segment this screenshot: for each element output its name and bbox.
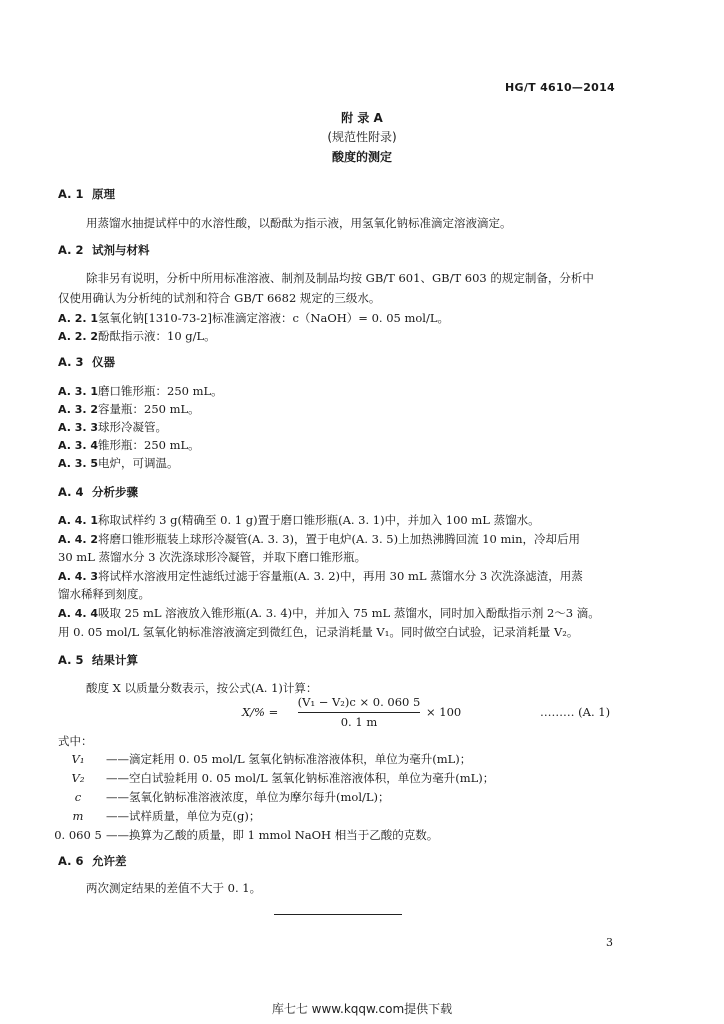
section-a6-heading bbox=[58, 853, 127, 869]
clause-a42 bbox=[58, 531, 580, 547]
clause-a21 bbox=[58, 310, 449, 326]
clause-a34 bbox=[58, 437, 200, 453]
clause-text: 酚酞指示液：10 g/L。 bbox=[98, 329, 216, 343]
formula-intro: 酸度 X 以质量分数表示，按公式(A. 1)计算： bbox=[86, 681, 318, 695]
clause-a44-line2: 用 0. 05 mol/L 氢氧化钠标准溶液滴定到微红色，记录消耗量 V₁。同时做空白试验，记录消耗量 V₂。 bbox=[58, 625, 579, 639]
variable-description: ——空白试验耗用 0. 05 mol/L 氢氧化钠标准溶液体积，单位为毫升(mL)； bbox=[106, 771, 495, 785]
section-a1-text: 用蒸馏水抽提试样中的水溶性酸，以酚酞为指示液，用氢氧化钠标准滴定溶液滴定。 bbox=[86, 216, 512, 230]
annex-title: 附 录 A bbox=[341, 111, 383, 125]
section-a4-heading bbox=[58, 484, 138, 500]
fraction-bar bbox=[298, 712, 420, 713]
clause-a43-line2: 馏水稀释到刻度。 bbox=[58, 587, 150, 601]
section-a5-heading bbox=[58, 652, 138, 668]
variable-symbol: m bbox=[72, 809, 84, 823]
clause-text: 将磨口锥形瓶装上球形冷凝管(A. 3. 3)，置于电炉(A. 3. 5)上加热沸腾回流 10 min，冷却后用 bbox=[98, 532, 580, 546]
section-a2-heading bbox=[58, 242, 150, 258]
variable-c bbox=[50, 789, 390, 805]
clause-number: A. 3. 3 bbox=[58, 421, 99, 434]
section-title: 原理 bbox=[92, 187, 115, 201]
section-number: A. 3 bbox=[58, 355, 84, 369]
variable-description: ——试样质量，单位为克(g)； bbox=[106, 809, 261, 823]
annex-type: (规范性附录) bbox=[327, 130, 397, 144]
variable-description: ——氢氧化钠标准溶液浓度，单位为摩尔每升(mol/L)； bbox=[106, 790, 390, 804]
clause-a32 bbox=[58, 401, 200, 417]
variable-description: ——换算为乙酸的质量，即 1 mmol NaOH 相当于乙酸的克数。 bbox=[106, 828, 439, 842]
clause-text: 锥形瓶：250 mL。 bbox=[98, 438, 200, 452]
annex-subject: 酸度的测定 bbox=[331, 150, 392, 164]
clause-number: A. 4. 4 bbox=[58, 607, 99, 620]
clause-number: A. 2. 1 bbox=[58, 312, 99, 325]
variable-symbol: c bbox=[74, 790, 82, 804]
variable-factor bbox=[50, 827, 438, 843]
section-a2-text-line1: 除非另有说明，分析中所用标准溶液、制剂及制品均按 GB/T 601、GB/T 603 的规定制备，分析中 bbox=[86, 271, 594, 285]
section-title: 分析步骤 bbox=[92, 485, 138, 499]
clause-number: A. 3. 5 bbox=[58, 457, 99, 470]
clause-text: 吸取 25 mL 溶液放入锥形瓶(A. 3. 4)中，并加入 75 mL 蒸馏水，同时加入酚酞指示剂 2～3 滴。 bbox=[98, 606, 600, 620]
formula-lhs: X/% = bbox=[242, 705, 279, 719]
section-number: A. 1 bbox=[58, 187, 84, 201]
clause-a35 bbox=[58, 455, 179, 471]
formula-reference: ……… (A. 1) bbox=[540, 705, 611, 719]
clause-text: 电炉，可调温。 bbox=[98, 456, 179, 470]
variable-m bbox=[50, 808, 260, 824]
end-of-annex-rule bbox=[274, 914, 402, 915]
standard-code: HG/T 4610—2014 bbox=[505, 81, 616, 94]
formula-numerator: (V₁ − V₂)c × 0. 060 5 bbox=[297, 695, 421, 709]
page-number: 3 bbox=[606, 936, 613, 949]
clause-a33 bbox=[58, 419, 167, 435]
clause-number: A. 4. 1 bbox=[58, 514, 99, 527]
section-number: A. 5 bbox=[58, 653, 84, 667]
clause-text: 氢氧化钠[1310-73-2]标准滴定溶液：c（NaOH）= 0. 05 mol/L。 bbox=[98, 311, 450, 325]
formula-denominator: 0. 1 m bbox=[340, 715, 378, 729]
clause-number: A. 3. 4 bbox=[58, 439, 99, 452]
clause-a44 bbox=[58, 605, 600, 621]
clause-number: A. 2. 2 bbox=[58, 330, 99, 343]
clause-text: 称取试样约 3 g(精确至 0. 1 g)置于磨口锥形瓶(A. 3. 1)中，并加入 100 mL 蒸馏水。 bbox=[98, 513, 540, 527]
section-title: 试剂与材料 bbox=[92, 243, 150, 257]
variable-symbol: 0. 060 5 bbox=[54, 828, 102, 842]
clause-number: A. 4. 2 bbox=[58, 533, 99, 546]
section-number: A. 4 bbox=[58, 485, 84, 499]
clause-text: 将试样水溶液用定性滤纸过滤于容量瓶(A. 3. 2)中，再用 30 mL 蒸馏水分 3 次洗涤滤渣，用蒸 bbox=[98, 569, 583, 583]
section-a3-heading bbox=[58, 354, 115, 370]
clause-a41 bbox=[58, 512, 540, 528]
clause-a42-line2: 30 mL 蒸馏水分 3 次洗涤球形冷凝管，并取下磨口锥形瓶。 bbox=[58, 550, 367, 564]
formula-multiplier: × 100 bbox=[426, 705, 462, 719]
section-a2-text-line2: 仅使用确认为分析纯的试剂和符合 GB/T 6682 规定的三级水。 bbox=[58, 291, 381, 305]
variable-description: ——滴定耗用 0. 05 mol/L 氢氧化钠标准溶液体积，单位为毫升(mL)； bbox=[106, 752, 472, 766]
clause-text: 球形冷凝管。 bbox=[98, 420, 167, 434]
clause-number: A. 3. 1 bbox=[58, 385, 99, 398]
clause-a31 bbox=[58, 383, 223, 399]
section-number: A. 6 bbox=[58, 854, 84, 868]
variable-symbol: V₂ bbox=[71, 771, 85, 785]
clause-text: 容量瓶：250 mL。 bbox=[98, 402, 200, 416]
variable-v1 bbox=[50, 751, 471, 767]
section-a1-heading bbox=[58, 186, 115, 202]
clause-a22 bbox=[58, 328, 216, 344]
download-watermark: 库七七 www.kqqw.com提供下载 bbox=[271, 1002, 453, 1016]
variable-symbol: V₁ bbox=[71, 752, 85, 766]
clause-number: A. 4. 3 bbox=[58, 570, 99, 583]
where-label: 式中： bbox=[58, 734, 93, 748]
section-title: 结果计算 bbox=[92, 653, 138, 667]
clause-text: 磨口锥形瓶：250 mL。 bbox=[98, 384, 223, 398]
section-a6-text: 两次测定结果的差值不大于 0. 1。 bbox=[86, 881, 262, 895]
section-title: 允许差 bbox=[92, 854, 127, 868]
clause-a43 bbox=[58, 568, 583, 584]
variable-v2 bbox=[50, 770, 494, 786]
section-number: A. 2 bbox=[58, 243, 84, 257]
clause-number: A. 3. 2 bbox=[58, 403, 99, 416]
section-title: 仪器 bbox=[92, 355, 115, 369]
